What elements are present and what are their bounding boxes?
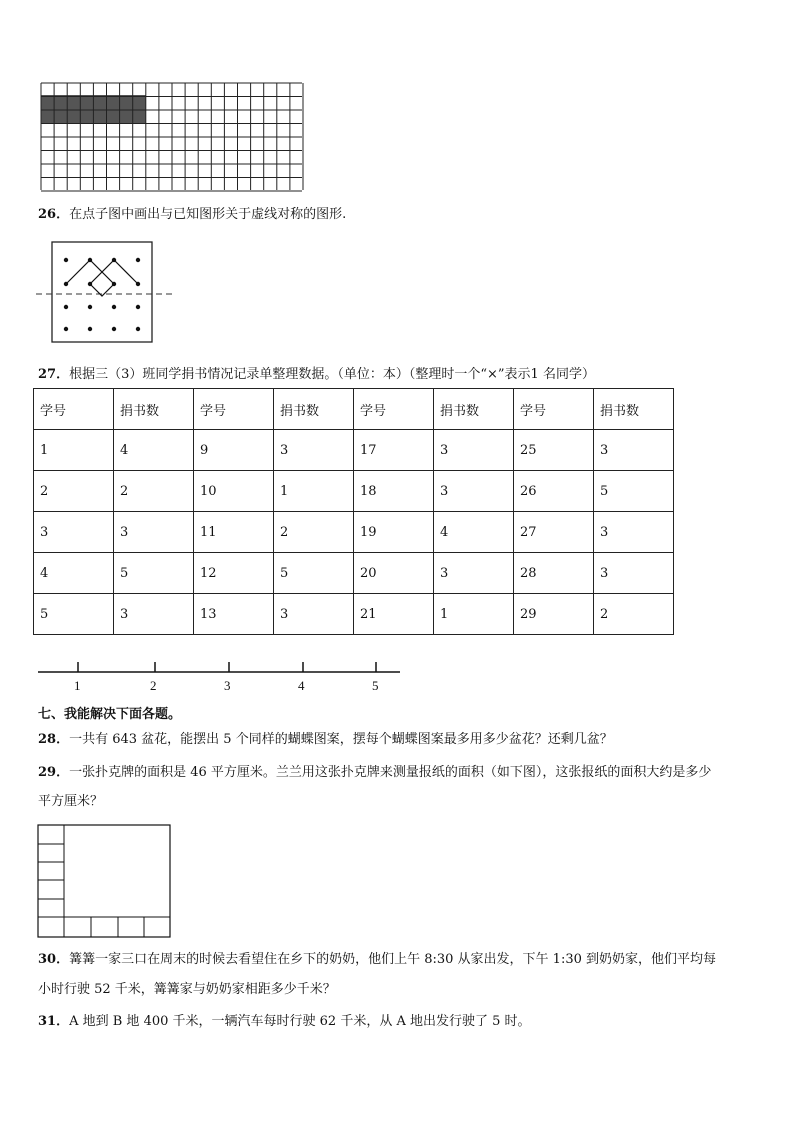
table-cell: 17 — [354, 430, 434, 471]
table-cell: 2 — [594, 594, 674, 635]
table-header: 学号 — [354, 389, 434, 430]
table-cell: 3 — [274, 594, 354, 635]
question-28: 28．一共有 643 盆花，能摆出 5 个同样的蝴蝶图案，摆每个蝴蝶图案最多用多少盆花？还剩几盆？ — [38, 732, 613, 747]
table-cell: 26 — [514, 471, 594, 512]
shaded-grid-figure — [40, 82, 304, 192]
table-cell: 3 — [434, 430, 514, 471]
table-header-row — [34, 389, 674, 430]
number-line-label: 2 — [150, 678, 157, 693]
question-26: 26．在点子图中画出与已知图形关于虚线对称的图形. — [38, 207, 347, 222]
question-29-line2: 平方厘米？ — [38, 794, 104, 809]
table-row — [34, 471, 674, 512]
table-cell: 13 — [194, 594, 274, 635]
table-cell: 2 — [34, 471, 114, 512]
table-row — [34, 553, 674, 594]
table-header: 学号 — [194, 389, 274, 430]
table-row — [34, 594, 674, 635]
table-header: 捐书数 — [274, 389, 354, 430]
table-cell: 4 — [434, 512, 514, 553]
number-line-label: 4 — [298, 678, 305, 693]
table-cell: 11 — [194, 512, 274, 553]
table-cell: 3 — [594, 430, 674, 471]
table-header: 捐书数 — [594, 389, 674, 430]
table-cell: 27 — [514, 512, 594, 553]
table-cell: 5 — [114, 553, 194, 594]
table-cell: 3 — [434, 471, 514, 512]
donation-table — [33, 388, 674, 635]
table-row — [34, 512, 674, 553]
table-cell: 20 — [354, 553, 434, 594]
table-cell: 21 — [354, 594, 434, 635]
table-header: 捐书数 — [114, 389, 194, 430]
table-cell: 12 — [194, 553, 274, 594]
table-cell: 3 — [114, 594, 194, 635]
number-line-label: 5 — [372, 678, 379, 693]
table-cell: 3 — [114, 512, 194, 553]
table-cell: 3 — [594, 553, 674, 594]
table-cell: 3 — [434, 553, 514, 594]
question-31: 31．A 地到 B 地 400 千米，一辆汽车每时行驶 62 千米，从 A 地出发行驶了 5 时。 — [38, 1014, 531, 1029]
table-cell: 4 — [34, 553, 114, 594]
question-27: 27．根据三（3）班同学捐书情况记录单整理数据。（单位：本）（整理时一个“×”表示1 名同学） — [38, 367, 595, 382]
table-cell: 1 — [274, 471, 354, 512]
table-cell: 5 — [274, 553, 354, 594]
dot-symmetry-figure — [36, 240, 172, 346]
table-cell: 2 — [274, 512, 354, 553]
section-heading: 七、我能解决下面各题。 — [38, 707, 182, 722]
number-line-label: 3 — [224, 678, 231, 693]
table-cell: 29 — [514, 594, 594, 635]
table-cell: 28 — [514, 553, 594, 594]
table-cell: 1 — [434, 594, 514, 635]
number-line-label: 1 — [74, 678, 81, 693]
table-cell: 25 — [514, 430, 594, 471]
table-cell: 19 — [354, 512, 434, 553]
table-cell: 2 — [114, 471, 194, 512]
newspaper-card-figure — [37, 824, 173, 940]
table-row — [34, 430, 674, 471]
table-cell: 3 — [594, 512, 674, 553]
table-cell: 4 — [114, 430, 194, 471]
question-29-line1: 29．一张扑克牌的面积是 46 平方厘米。兰兰用这张扑克牌来测量报纸的面积（如下图），这张报纸的面积大约是多少 — [38, 765, 712, 780]
table-cell: 10 — [194, 471, 274, 512]
table-cell: 3 — [274, 430, 354, 471]
table-header: 学号 — [34, 389, 114, 430]
table-header: 学号 — [514, 389, 594, 430]
table-cell: 5 — [594, 471, 674, 512]
table-cell: 18 — [354, 471, 434, 512]
table-cell: 9 — [194, 430, 274, 471]
question-30-line1: 30．篝篝一家三口在周末的时候去看望住在乡下的奶奶，他们上午 8:30 从家出发，下午 1:30 到奶奶家，他们平均每 — [38, 952, 717, 967]
table-header: 捐书数 — [434, 389, 514, 430]
table-cell: 1 — [34, 430, 114, 471]
table-cell: 5 — [34, 594, 114, 635]
number-line — [38, 658, 404, 678]
table-cell: 3 — [34, 512, 114, 553]
question-30-line2: 小时行驶 52 千米，篝篝家与奶奶家相距多少千米？ — [38, 982, 336, 997]
